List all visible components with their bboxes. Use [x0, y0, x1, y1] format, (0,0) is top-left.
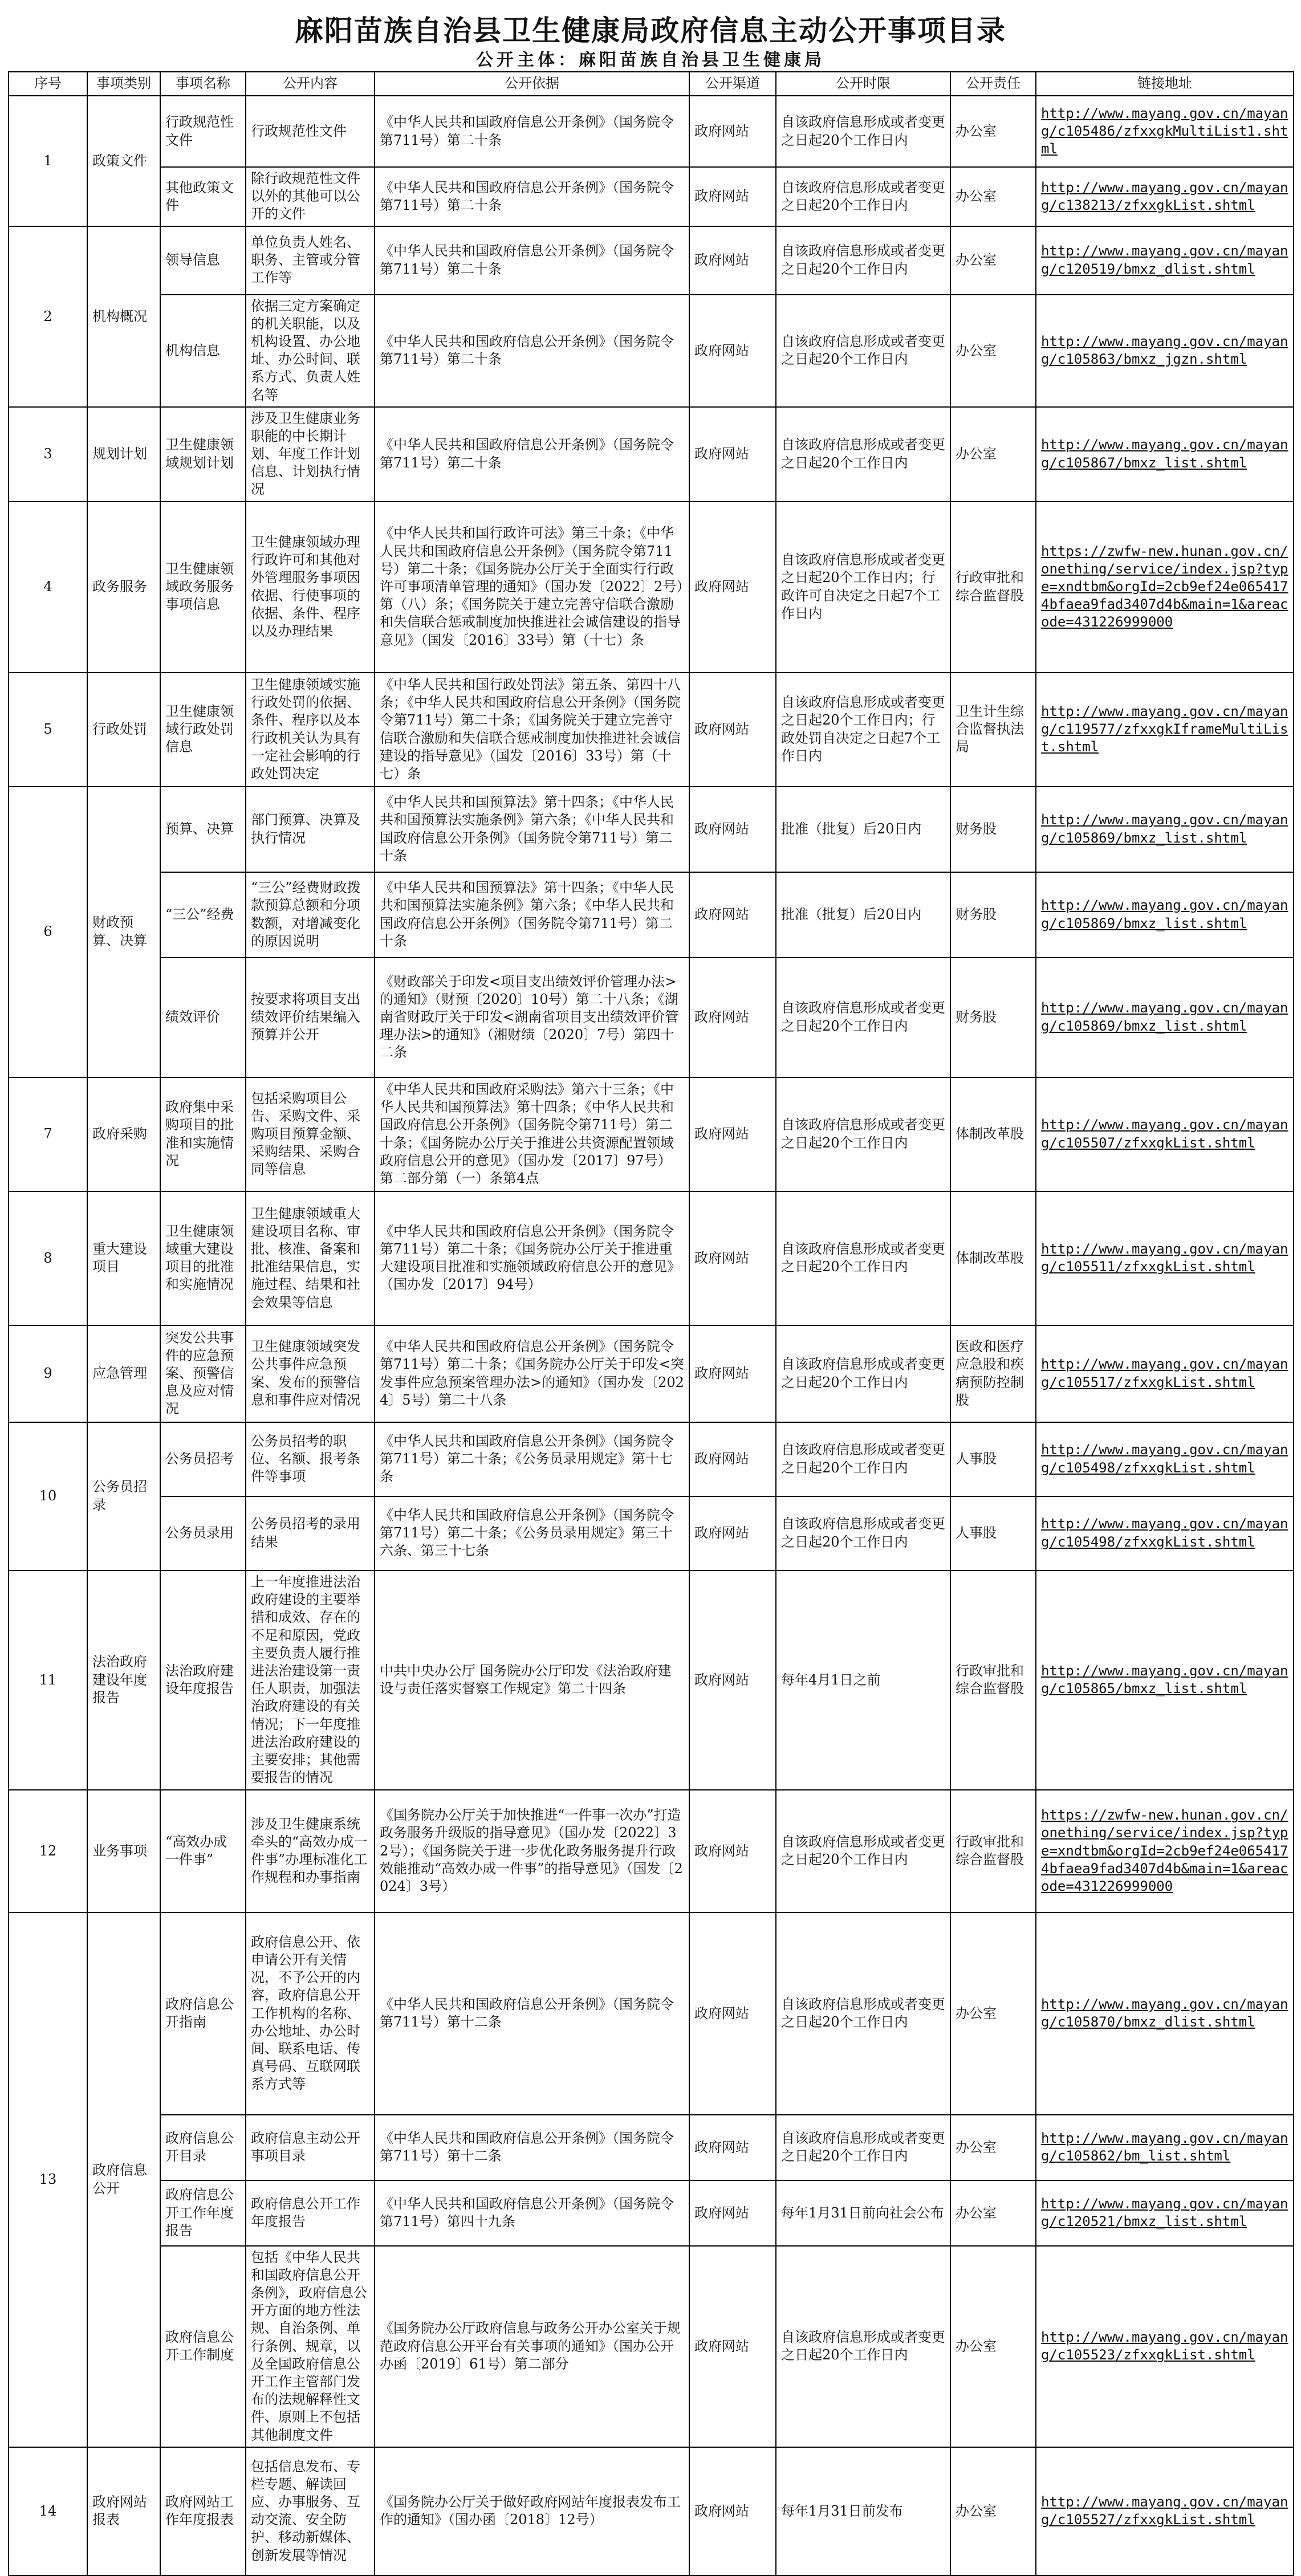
table-row: [9, 1570, 1294, 1790]
row-basis: 《中华人民共和国政府信息公开条例》（国务院令第711号）第十二条: [375, 2115, 689, 2180]
row-time-limit: 自该政府信息形成或者变更之日起20个工作日内: [776, 1912, 950, 2115]
row-basis: 中共中央办公厅 国务院办公厅印发《法治政府建设与责任落实督察工作规定》第二十四条: [375, 1570, 689, 1790]
row-basis: 《中华人民共和国政府信息公开条例》（国务院令第711号）第二十条: [375, 167, 689, 226]
table-row: [9, 1422, 1294, 1496]
row-basis: 《中华人民共和国政府信息公开条例》（国务院令第711号）第二十条；《国务院办公厅关于印发<突发事件应急预案管理办法>的通知》（国办发〔2024〕5号）第二十八条: [375, 1325, 689, 1422]
table-row: [9, 787, 1294, 872]
row-channel: 政府网站: [689, 2115, 776, 2180]
row-time-limit: 自该政府信息形成或者变更之日起20个工作日内: [776, 1325, 950, 1422]
row-content: 卫生健康领域实施行政处罚的依据、条件、程序以及本行政机关认为具有一定社会影响的行政处罚决定: [246, 673, 375, 787]
row-basis: 《中华人民共和国政府信息公开条例》（国务院令第711号）第二十条；《公务员录用规定》第十七条: [375, 1422, 689, 1496]
row-content: 包括《中华人民共和国政府信息公开条例》，政府信息公开方面的地方性法规、自治条例、单行条例、规章，以及全国政府信息公开工作主管部门发布的法规解释性文件、原则上不包括其他制度文件: [246, 2246, 375, 2447]
row-item-name: 突发公共事件的应急预案、预警信息及应对情况: [160, 1325, 246, 1422]
row-basis: 《中华人民共和国政府信息公开条例》（国务院令第711号）第二十条；《公务员录用规定》第三十六条、第三十七条: [375, 1496, 689, 1570]
row-basis: 《中华人民共和国政府信息公开条例》（国务院令第711号）第四十九条: [375, 2180, 689, 2246]
row-item-name: 绩效评价: [160, 958, 246, 1077]
row-content: 涉及卫生健康业务职能的中长期计划、年度工作计划信息、计划执行情况: [246, 407, 375, 502]
row-link[interactable]: http://www.mayang.gov.cn/mayang/c105523/zfxxgkList.shtml: [1041, 2329, 1288, 2363]
table-row: [9, 1912, 1294, 2115]
row-time-limit: 自该政府信息形成或者变更之日起20个工作日内: [776, 958, 950, 1077]
row-responsibility: 人事股: [950, 1496, 1036, 1570]
row-link[interactable]: http://www.mayang.gov.cn/mayang/c138213/zfxxgkList.shtml: [1041, 179, 1288, 213]
row-item-name: 政府信息公开工作制度: [160, 2246, 246, 2447]
row-responsibility: 办公室: [950, 96, 1036, 167]
row-content: 上一年度推进法治政府建设的主要举措和成效、存在的不足和原因，党政主要负责人履行推进法治建设第一责任人职责，加强法治政府建设的有关情况；下一年度推进法治政府建设的主要安排；其他需要报告的情况: [246, 1570, 375, 1790]
row-channel: 政府网站: [689, 2246, 776, 2447]
row-content: 卫生健康领域重大建设项目名称、审批、核准、备案和批准结果信息，实施过程、结果和社会效果等信息: [246, 1191, 375, 1325]
row-time-limit: 自该政府信息形成或者变更之日起20个工作日内: [776, 2246, 950, 2447]
row-channel: 政府网站: [689, 1496, 776, 1570]
row-number: 13: [9, 1912, 87, 2447]
row-basis: 《中华人民共和国行政处罚法》第五条、第四十八条；《中华人民共和国政府信息公开条例》（国务院令第711号）第二十条；《国务院关于建立完善守信联合激励和失信联合惩戒制度加快推进社会诚信建设的指导意见》（国发〔2016〕33号）第（十七）条: [375, 673, 689, 787]
row-number: 11: [9, 1570, 87, 1790]
row-channel: 政府网站: [689, 958, 776, 1077]
row-basis: 《中华人民共和国预算法》第十四条；《中华人民共和国预算法实施条例》第六条；《中华人民共和国政府信息公开条例》（国务院令第711号）第二十条: [375, 787, 689, 872]
row-link[interactable]: http://www.mayang.gov.cn/mayang/c120519/bmxz_dlist.shtml: [1041, 243, 1288, 277]
row-content: 卫生健康领域突发公共事件应急预案、发布的预警信息和事件应对情况: [246, 1325, 375, 1422]
table-row: [9, 673, 1294, 787]
col-header-basis: 公开依据: [375, 72, 689, 96]
row-item-name: 政府网站工作年度报表: [160, 2447, 246, 2575]
row-category: 政府网站报表: [87, 2447, 160, 2575]
table-row: [9, 226, 1294, 295]
table-row: [9, 96, 1294, 167]
row-channel: 政府网站: [689, 1790, 776, 1912]
row-link[interactable]: http://www.mayang.gov.cn/mayang/c120521/bmxz_list.shtml: [1041, 2195, 1288, 2230]
disclosure-table: [8, 71, 1294, 2576]
row-link[interactable]: http://www.mayang.gov.cn/mayang/c105869/bmxz_list.shtml: [1041, 1000, 1288, 1034]
row-basis: 《国务院办公厅关于加快推进“一件事一次办”打造政务服务升级版的指导意见》（国办发〔2022〕32号）；《国务院关于进一步优化政务服务提升行政效能推动“高效办成一件事”的指导意见》（国发〔2024〕3号）: [375, 1790, 689, 1912]
row-channel: 政府网站: [689, 96, 776, 167]
row-item-name: 政府集中采购项目的批准和实施情况: [160, 1077, 246, 1191]
table-row: [9, 1496, 1294, 1570]
row-channel: 政府网站: [689, 295, 776, 407]
row-content: 公务员招考的录用结果: [246, 1496, 375, 1570]
row-item-name: 行政规范性文件: [160, 96, 246, 167]
table-row: [9, 1077, 1294, 1191]
row-time-limit: 每年4月1日之前: [776, 1570, 950, 1790]
table-row: [9, 1325, 1294, 1422]
row-responsibility: 医政和医疗应急股和疾病预防控制股: [950, 1325, 1036, 1422]
row-channel: 政府网站: [689, 1325, 776, 1422]
row-channel: 政府网站: [689, 872, 776, 958]
row-item-name: 预算、决算: [160, 787, 246, 872]
row-time-limit: 自该政府信息形成或者变更之日起20个工作日内；行政处罚自决定之日起7个工作日内: [776, 673, 950, 787]
col-header-name: 事项名称: [160, 72, 246, 96]
row-time-limit: 批准（批复）后20日内: [776, 787, 950, 872]
row-number: 12: [9, 1790, 87, 1912]
row-item-name: 领导信息: [160, 226, 246, 295]
row-category: 应急管理: [87, 1325, 160, 1422]
row-channel: 政府网站: [689, 787, 776, 872]
row-item-name: “高效办成一件事”: [160, 1790, 246, 1912]
row-time-limit: 自该政府信息形成或者变更之日起20个工作日内: [776, 2115, 950, 2180]
row-time-limit: 自该政府信息形成或者变更之日起20个工作日内；行政许可自决定之日起7个工作日内: [776, 502, 950, 673]
row-link[interactable]: http://www.mayang.gov.cn/mayang/c105869/bmxz_list.shtml: [1041, 897, 1288, 931]
row-content: 依据三定方案确定的机关职能，以及机构设置、办公地址、办公时间、联系方式、负责人姓名等: [246, 295, 375, 407]
row-channel: 政府网站: [689, 407, 776, 502]
row-link[interactable]: http://www.mayang.gov.cn/mayang/c119577/zfxxgkIframeMultiList.shtml: [1041, 703, 1288, 755]
row-basis: 《中华人民共和国政府采购法》第六十三条；《中华人民共和国预算法》第十四条；《中华人民共和国政府信息公开条例》（国务院令第711号）第二十条；《国务院办公厅关于推进公共资源配置领域政府信息公开的意见》（国办发〔2017〕97号）第二部分第（一）条第4点: [375, 1077, 689, 1191]
col-header-responsibility: 公开责任: [950, 72, 1036, 96]
row-content: 政府信息主动公开事项目录: [246, 2115, 375, 2180]
row-basis: 《中华人民共和国政府信息公开条例》（国务院令第711号）第二十条: [375, 226, 689, 295]
table-row: [9, 872, 1294, 958]
row-category: 行政处罚: [87, 673, 160, 787]
row-link[interactable]: http://www.mayang.gov.cn/mayang/c105498/zfxxgkList.shtml: [1041, 1442, 1288, 1476]
row-responsibility: 体制改革股: [950, 1191, 1036, 1325]
col-header-link: 链接地址: [1036, 72, 1294, 96]
row-number: 4: [9, 502, 87, 673]
row-number: 5: [9, 673, 87, 787]
row-time-limit: 自该政府信息形成或者变更之日起20个工作日内: [776, 167, 950, 226]
row-number: 7: [9, 1077, 87, 1191]
row-item-name: 法治政府建设年度报告: [160, 1570, 246, 1790]
table-row: [9, 958, 1294, 1077]
row-category: 政策文件: [87, 96, 160, 226]
document-title: 麻阳苗族自治县卫生健康局政府信息主动公开事项目录: [295, 14, 1006, 47]
table-row: [9, 2180, 1294, 2246]
row-basis: 《中华人民共和国政府信息公开条例》（国务院令第711号）第二十条: [375, 407, 689, 502]
row-time-limit: 自该政府信息形成或者变更之日起20个工作日内: [776, 1422, 950, 1496]
row-time-limit: 自该政府信息形成或者变更之日起20个工作日内: [776, 1077, 950, 1191]
row-item-name: 机构信息: [160, 295, 246, 407]
row-category: 公务员招录: [87, 1422, 160, 1570]
row-responsibility: 体制改革股: [950, 1077, 1036, 1191]
row-time-limit: 自该政府信息形成或者变更之日起20个工作日内: [776, 295, 950, 407]
row-number: 10: [9, 1422, 87, 1570]
row-link[interactable]: http://www.mayang.gov.cn/mayang/c105862/bm_list.shtml: [1041, 2130, 1288, 2164]
row-link[interactable]: http://www.mayang.gov.cn/mayang/c105517/zfxxgkList.shtml: [1041, 1356, 1288, 1390]
row-number: 9: [9, 1325, 87, 1422]
row-channel: 政府网站: [689, 2180, 776, 2246]
row-link[interactable]: http://www.mayang.gov.cn/mayang/c105865/bmxz_list.shtml: [1041, 1662, 1288, 1697]
row-basis: 《财政部关于印发<项目支出绩效评价管理办法>的通知》（财预〔2020〕10号）第二十八条；《湖南省财政厅关于印发<湖南省项目支出绩效评价管理办法>的通知》（湘财绩〔2020〕7号）第四十二条: [375, 958, 689, 1077]
row-item-name: “三公”经费: [160, 872, 246, 958]
row-number: 2: [9, 226, 87, 407]
row-time-limit: 自该政府信息形成或者变更之日起20个工作日内: [776, 1191, 950, 1325]
row-basis: 《国务院办公厅关于做好政府网站年度报表发布工作的通知》（国办函〔2018〕12号）: [375, 2447, 689, 2575]
row-category: 机构概况: [87, 226, 160, 407]
row-content: 政府信息公开工作年度报告: [246, 2180, 375, 2246]
row-link[interactable]: http://www.mayang.gov.cn/mayang/c105507/zfxxgkList.shtml: [1041, 1117, 1288, 1151]
table-row: [9, 2447, 1294, 2575]
row-item-name: 公务员招考: [160, 1422, 246, 1496]
row-responsibility: 卫生计生综合监督执法局: [950, 673, 1036, 787]
row-content: 按要求将项目支出绩效评价结果编入预算并公开: [246, 958, 375, 1077]
row-responsibility: 财务股: [950, 872, 1036, 958]
table-row: [9, 2246, 1294, 2447]
row-responsibility: 行政审批和综合监督股: [950, 1570, 1036, 1790]
col-header-category: 事项类别: [87, 72, 160, 96]
row-link[interactable]: http://www.mayang.gov.cn/mayang/c105870/bmxz_dlist.shtml: [1041, 1996, 1288, 2030]
row-link[interactable]: http://www.mayang.gov.cn/mayang/c105498/zfxxgkList.shtml: [1041, 1516, 1288, 1550]
row-item-name: 卫生健康领域政务服务事项信息: [160, 502, 246, 673]
row-item-name: 卫生健康领域行政处罚信息: [160, 673, 246, 787]
table-header-row: [9, 72, 1294, 96]
row-link[interactable]: http://www.mayang.gov.cn/mayang/c105863/bmxz_jgzn.shtml: [1041, 333, 1288, 368]
row-item-name: 政府信息公开工作年度报告: [160, 2180, 246, 2246]
table-row: [9, 502, 1294, 673]
row-channel: 政府网站: [689, 1191, 776, 1325]
row-responsibility: 办公室: [950, 226, 1036, 295]
row-responsibility: 办公室: [950, 1912, 1036, 2115]
row-basis: 《国务院办公厅政府信息与政务公开办公室关于规范政府信息公开平台有关事项的通知》（国办公开办函〔2019〕61号）第二部分: [375, 2246, 689, 2447]
row-number: 3: [9, 407, 87, 502]
table-row: [9, 167, 1294, 226]
row-basis: 《中华人民共和国政府信息公开条例》（国务院令第711号）第二十条；《国务院办公厅关于推进重大建设项目批准和实施领域政府信息公开的意见》（国办发〔2017〕94号）: [375, 1191, 689, 1325]
row-link[interactable]: http://www.mayang.gov.cn/mayang/c105527/zfxxgkList.shtml: [1041, 2494, 1288, 2528]
row-item-name: 卫生健康领域规划计划: [160, 407, 246, 502]
row-responsibility: 财务股: [950, 958, 1036, 1077]
row-category: 规划计划: [87, 407, 160, 502]
row-number: 6: [9, 787, 87, 1077]
row-channel: 政府网站: [689, 226, 776, 295]
row-link[interactable]: http://www.mayang.gov.cn/mayang/c105867/bmxz_list.shtml: [1041, 437, 1288, 471]
row-number: 8: [9, 1191, 87, 1325]
row-responsibility: 办公室: [950, 407, 1036, 502]
row-responsibility: 办公室: [950, 295, 1036, 407]
row-category: 财政预算、决算: [87, 787, 160, 1077]
row-content: “三公”经费财政拨款预算总额和分项数额，对增减变化的原因说明: [246, 872, 375, 958]
row-link[interactable]: http://www.mayang.gov.cn/mayang/c105486/zfxxgkMultiList1.shtml: [1041, 105, 1288, 157]
row-time-limit: 自该政府信息形成或者变更之日起20个工作日内: [776, 96, 950, 167]
row-time-limit: 每年1月31日前向社会公布: [776, 2180, 950, 2246]
row-content: 单位负责人姓名、职务、主管或分管工作等: [246, 226, 375, 295]
row-responsibility: 财务股: [950, 787, 1036, 872]
row-content: 涉及卫生健康系统牵头的“高效办成一件事”办理标准化工作规程和办事指南: [246, 1790, 375, 1912]
row-basis: 《中华人民共和国政府信息公开条例》（国务院令第711号）第十二条: [375, 1912, 689, 2115]
table-row: [9, 295, 1294, 407]
row-item-name: 其他政策文件: [160, 167, 246, 226]
row-responsibility: 办公室: [950, 2115, 1036, 2180]
row-content: 包括采购项目公告、采购文件、采购项目预算金额、采购结果、采购合同等信息: [246, 1077, 375, 1191]
row-time-limit: 自该政府信息形成或者变更之日起20个工作日内: [776, 1790, 950, 1912]
row-category: 业务事项: [87, 1790, 160, 1912]
row-channel: 政府网站: [689, 167, 776, 226]
row-content: 公务员招考的职位、名额、报考条件等事项: [246, 1422, 375, 1496]
row-time-limit: 批准（批复）后20日内: [776, 872, 950, 958]
row-basis: 《中华人民共和国政府信息公开条例》（国务院令第711号）第二十条: [375, 96, 689, 167]
row-responsibility: 行政审批和综合监督股: [950, 1790, 1036, 1912]
row-link[interactable]: http://www.mayang.gov.cn/mayang/c105511/zfxxgkList.shtml: [1041, 1240, 1288, 1275]
row-item-name: 公务员录用: [160, 1496, 246, 1570]
row-content: 除行政规范性文件以外的其他可以公开的文件: [246, 167, 375, 226]
row-item-name: 政府信息公开指南: [160, 1912, 246, 2115]
row-channel: 政府网站: [689, 502, 776, 673]
row-time-limit: 自该政府信息形成或者变更之日起20个工作日内: [776, 407, 950, 502]
row-category: 重大建设项目: [87, 1191, 160, 1325]
row-category: 政府信息公开: [87, 1912, 160, 2447]
row-content: 政府信息公开、依申请公开有关情况，不予公开的内容，政府信息公开工作机构的名称、办公地址、办公时间、联系电话、传真号码、互联网联系方式等: [246, 1912, 375, 2115]
row-channel: 政府网站: [689, 1422, 776, 1496]
row-responsibility: 办公室: [950, 2447, 1036, 2575]
row-link[interactable]: http://www.mayang.gov.cn/mayang/c105869/bmxz_list.shtml: [1041, 812, 1288, 846]
table-row: [9, 1191, 1294, 1325]
col-header-no: 序号: [9, 72, 87, 96]
row-number: 14: [9, 2447, 87, 2575]
document-subtitle: 公开主体：麻阳苗族自治县卫生健康局: [476, 50, 825, 70]
row-category: 法治政府建设年度报告: [87, 1570, 160, 1790]
col-header-time: 公开时限: [776, 72, 950, 96]
row-content: 行政规范性文件: [246, 96, 375, 167]
row-time-limit: 自该政府信息形成或者变更之日起20个工作日内: [776, 226, 950, 295]
row-time-limit: 每年1月31日前发布: [776, 2447, 950, 2575]
row-item-name: 政府信息公开目录: [160, 2115, 246, 2180]
row-item-name: 卫生健康领域重大建设项目的批准和实施情况: [160, 1191, 246, 1325]
row-channel: 政府网站: [689, 1912, 776, 2115]
row-channel: 政府网站: [689, 1077, 776, 1191]
row-time-limit: 自该政府信息形成或者变更之日起20个工作日内: [776, 1496, 950, 1570]
row-content: 部门预算、决算及执行情况: [246, 787, 375, 872]
row-basis: 《中华人民共和国政府信息公开条例》（国务院令第711号）第二十条: [375, 295, 689, 407]
row-channel: 政府网站: [689, 2447, 776, 2575]
row-responsibility: 办公室: [950, 167, 1036, 226]
col-header-channel: 公开渠道: [689, 72, 776, 96]
row-content: 卫生健康领域办理行政许可和其他对外管理服务事项因依据、行使事项的依据、条件、程序以及办理结果: [246, 502, 375, 673]
row-content: 包括信息发布、专栏专题、解读回应、办事服务、互动交流、安全防护、移动新媒体、创新发展等情况: [246, 2447, 375, 2575]
row-link[interactable]: https://zwfw-new.hunan.gov.cn/onething/service/index.jsp?type=xndtbm&orgId=2cb9ef24e0654174bfaea9fad3407d4b&main=1&areacode=431226999000: [1041, 1807, 1288, 1894]
row-channel: 政府网站: [689, 673, 776, 787]
table-row: [9, 1790, 1294, 1912]
row-responsibility: 行政审批和综合监督股: [950, 502, 1036, 673]
row-basis: 《中华人民共和国行政许可法》第三十条；《中华人民共和国政府信息公开条例》（国务院令第711号）第二十条；《国务院办公厅关于全面实行行政许可事项清单管理的通知》（国办发〔2022〕2号）第（八）条；《国务院关于建立完善守信联合激励和失信联合惩戒制度加快推进社会诚信建设的指导意见》（国发〔2016〕33号）第（十七）条: [375, 502, 689, 673]
row-responsibility: 办公室: [950, 2246, 1036, 2447]
col-header-content: 公开内容: [246, 72, 375, 96]
row-responsibility: 人事股: [950, 1422, 1036, 1496]
row-number: 1: [9, 96, 87, 226]
table-row: [9, 407, 1294, 502]
row-link[interactable]: https://zwfw-new.hunan.gov.cn/onething/service/index.jsp?type=xndtbm&orgId=2cb9ef24e0654174bfaea9fad3407d4b&main=1&areacode=431226999000: [1041, 543, 1288, 630]
row-channel: 政府网站: [689, 1570, 776, 1790]
table-row: [9, 2115, 1294, 2180]
row-basis: 《中华人民共和国预算法》第十四条；《中华人民共和国预算法实施条例》第六条；《中华人民共和国政府信息公开条例》（国务院令第711号）第二十条: [375, 872, 689, 958]
row-category: 政府采购: [87, 1077, 160, 1191]
row-responsibility: 办公室: [950, 2180, 1036, 2246]
row-category: 政务服务: [87, 502, 160, 673]
